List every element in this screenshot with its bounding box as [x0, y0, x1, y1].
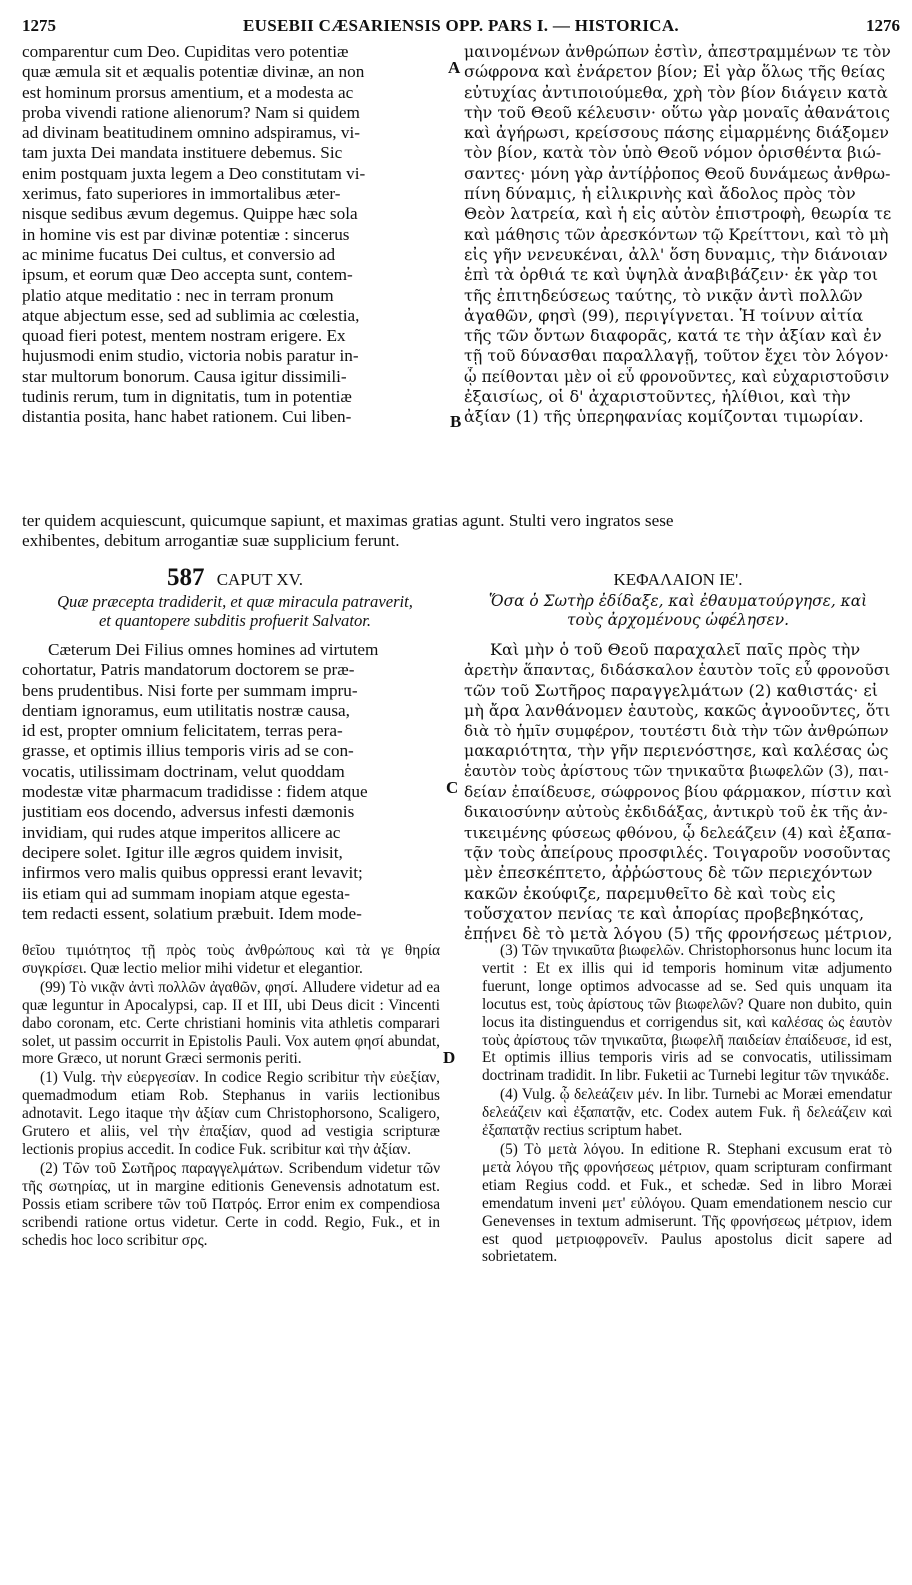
greek-text-line: τῆς ἐπιτηδεύσεως ταύτης, τὸ νικᾷν ἀντὶ πολλῶν: [464, 285, 863, 305]
right-page-number: 1276: [866, 16, 900, 35]
margin-marker-c: C: [446, 778, 459, 797]
greek-text-line: ἑαυτὸν τοὺς ἀρίστους τῶν τηνικαῦτα βιωφελῶν (3), παι-: [464, 762, 889, 780]
latin-text-line: platio atque meditatio : nec in terram pronum: [22, 285, 334, 305]
latin-text-line: tam juxta Dei mandata instituere debemus. Sic: [22, 143, 343, 163]
latin-column-top: [22, 42, 448, 428]
latin-text-line: proba vivendi ratione alienorum? Nam si quidem: [22, 102, 360, 122]
greek-chapter-subtitle: [464, 592, 892, 630]
latin-text-line: ad divinam beatitudinem omnino adspiramus, vi-: [22, 123, 360, 143]
greek-text-line: μὴ ἄρα λανθάνομεν ἑαυτοὺς, κακῶς ἀγνοοῦντες, ὅτι: [464, 700, 891, 720]
greek-text-line: μὲν ἐπεσκέπτετο, ἀῤῥώστους δὲ τῶν περιεχόντων: [464, 863, 873, 883]
latin-text-line: atque abjectum esse, sed ad sublimia ac cœlestia,: [22, 305, 360, 325]
greek-text-line: τῇ τοῦ δύνασθαι παραλλαγῇ, τοῦτον ἔχει τὸν λόγον·: [464, 346, 889, 366]
latin-subtitle-line-2: et quantopere subditis profuerit Salvator.: [98, 611, 372, 630]
greek-text-line: τᾷν τοὺς ἀπείρους προσφιλές. Τοιγαροῦν νοσοῦντας: [464, 842, 891, 862]
latin-text-line: infirmos vero malis quibus oppressi erant levavit;: [22, 863, 363, 883]
greek-text-line: μαινομένων ἀνθρώπων ἐστὶν, ἀπεστραμμένων τε τὸν: [464, 42, 891, 61]
latin-subtitle-line-1: Quæ præcepta tradiderit, et quæ miracula patraverit,: [57, 592, 413, 611]
latin-column-chapter: [22, 640, 448, 924]
latin-chapter-subtitle: [22, 592, 448, 630]
latin-text-line: enim postquam juxta legem a Deo constitutam vi-: [22, 163, 366, 183]
latin-text-line: nisque sedibus ævum degemus. Quippe hæc sola: [22, 204, 358, 224]
latin-text-line: hujusmodi enim studio, victoria nobis paratur in-: [22, 346, 359, 366]
margin-marker-d: D: [443, 1048, 456, 1067]
greek-subtitle-line-2: τοὺς ἀρχομένους ὠφέλησεν.: [566, 611, 789, 629]
latin-text-line: ipsum, et eorum quæ Deo accepta sunt, contem-: [22, 265, 353, 285]
margin-marker-a: A: [448, 58, 461, 77]
latin-text-line: invidiam, qui rudes atque imperitos allicere ac: [22, 822, 341, 842]
greek-text-line: κακῶν ἐκούφιζε, παρεμυθεῖτο δὲ καὶ τοὺς εἰς: [464, 883, 836, 903]
latin-text-line: quoad fieri potest, mentem nostram erigere. Ex: [22, 326, 346, 346]
greek-text-line: σαντες· μόνη γὰρ ἀντίῤῥοπος Θεοῦ δυνάμεως ἀνθρω-: [464, 163, 891, 183]
greek-chapter-heading: [464, 570, 892, 590]
latin-text-line: iis etiam qui ad summam inopiam atque egesta-: [22, 883, 350, 903]
latin-text-line: modestæ vitæ pharmacum tradidisse : fidem atque: [22, 782, 368, 802]
full-width-line: exhibentes, debitum arrogantiæ suæ supplicium ferunt.: [22, 531, 400, 551]
greek-text-line: δικαιοσύνην αὐτοὺς ἐκδιδάξας, ἀντικρὺ τοῦ ἐκ τῆς ἀν-: [464, 803, 888, 822]
greek-text-line: καὶ ἀγήρωσι, κρείσσους πάσης εἱμαρμένης διάξομεν: [464, 123, 889, 143]
greek-text-line: δείαν ἐπαίδευσε, σώφρονος βίου φάρμακον, πίστιν καὶ: [464, 783, 892, 802]
latin-chapter-title: CAPUT XV.: [216, 570, 304, 589]
greek-text-line: εἰς γῆν νενευκέναι, ἀλλ' ὅση δυναμις, τὴν διάνοιαν: [464, 244, 888, 264]
greek-text-line: τὸν βίον, κατὰ τὸν ὑπὸ Θεοῦ νόμον ὁρισθέντα βιώ-: [464, 143, 882, 163]
latin-text-line: tem redacti essent, solatium præbuit. Idem mode-: [22, 903, 362, 923]
greek-text-line: ἐξαισίως, οἱ δ' ἀχαριστοῦντες, ἠλίθιοι, καὶ τὴν: [464, 387, 851, 407]
latin-text-line: cohortatur, Patris mandatorum doctorem se præ-: [22, 660, 355, 680]
latin-text-line: Cæterum Dei Filius omnes homines ad virtutem: [48, 640, 379, 659]
footnote: (3) Τῶν τηνικαῦτα βιωφελῶν. Christophorsonus hunc locum ita vertit : Et ex illis qui id temporis hominum vitæ adjumento fuerunt, longe optimos advocasse ad se. Sed quis unquam ita locutus est, τοὺς ἀρίστους τῶν βιωφελῶν? Quare non dubito, quin locus ita distinguendus et corrigendus sit, καὶ καλέσας ὡς ἑαυτὸν τοὺς ἀρίστους τῶν τηνικαῦτα, βιωφελῆ παιδείαν ἐπαίδευσε, id est, Et optimis illius temporis viris ad se convocatis, utilissimam doctrinam tradidit. In libr. Fuketii ac Turnebi legitur τῶν τηνικάδε.: [482, 942, 892, 1085]
latin-chapter-heading: [22, 564, 448, 592]
footnote: (4) Vulg. ᾧ δελεάζειν μέν. In libr. Turnebi ac Moræi emendatur δελεάζειν καὶ ἐξαπατᾷν, etc. Codex autem Fuk. ἢ δελεάζειν καὶ ἐξαπατᾷν rectius scriptum habet.: [482, 1086, 892, 1140]
greek-text-line: Καὶ μὴν ὁ τοῦ Θεοῦ παραχαλεῖ παῖς πρὸς τὴν: [490, 640, 861, 659]
footnote: (2) Τῶν τοῦ Σωτῆρος παραγγελμάτων. Scribendum videtur τῶν τῆς σωτηρίας, ut in margine editionis Genevensis adnotatum est. Possis etiam scribere τῶν τοῦ Πατρός. Error enim ex compendiosa scribendi ratione ortus videtur. Certe in codd. Regio, Fuk., et in schedis hoc loco scribitur σρς.: [22, 1159, 440, 1249]
greek-text-line: ἀγαθῶν, φησὶ (99), περιγίγνεται. Ἡ τοίνυν αἰτία: [464, 305, 864, 325]
greek-chapter-title: ΚΕΦΑΛΑΙΟΝ ΙΕ'.: [613, 570, 743, 589]
latin-text-line: grasse, et optimis illius temporis viris ad se con-: [22, 741, 354, 761]
greek-text-line: τικειμένης φύσεως φθόνου, ᾧ δελεάζειν (4) καὶ ἐξαπα-: [464, 823, 892, 842]
latin-text-line: star multorum bonorum. Causa igitur dissimili-: [22, 366, 347, 386]
latin-text-line: comparentur cum Deo. Cupiditas vero potentiæ: [22, 42, 349, 61]
greek-text-line: ἐπῄνει δὲ τὸ μετὰ λόγου (5) τῆς φρονήσεως μέτριον,: [464, 924, 892, 944]
greek-text-line: ἀρετὴν ἅπαντας, διδάσκαλον ἑαυτὸν τοῖς εὖ φρονοῦσι: [464, 661, 891, 680]
greek-text-line: διὰ τὸ ἡμῖν συμφέρον, τουτέστι διὰ τὴν τῶν ἀνθρώπων: [464, 722, 889, 741]
greek-column-chapter: [464, 640, 892, 944]
full-width-line: ter quidem acquiescunt, quicumque sapiunt, et maximas gratias agunt. Stulti vero ingratos sese: [22, 511, 674, 530]
greek-text-line: μακαριότητα, τὴν γῆν περιενόστησε, καὶ καλέσας ὡς: [464, 741, 889, 761]
greek-text-line: ἀξίαν (1) τῆς ὑπερηφανίας κομίζονται τιμωρίαν.: [464, 407, 864, 427]
footnotes-left: [22, 942, 440, 1250]
latin-text-line: vocatis, utilissimam doctrinam, velut quoddam: [22, 761, 345, 781]
greek-text-line: σώφρονα καὶ ἐνάρετον βίον; Εἰ γὰρ ὅλως τῆς θείας: [464, 62, 886, 82]
footnote: (99) Τὸ νικᾷν ἀντὶ πολλῶν ἀγαθῶν, φησί. Alludere videtur ad ea quæ leguntur in Apocalypsi, cap. II et III, ubi Deus dicit : Vincenti dabo coronam, etc. Certe christiani hominis vita athletis comparari solet, ut passim occurrit in Epistolis Pauli. Vox autem φησί abundat, more Græco, ut norunt Græci sermonis periti.: [22, 978, 440, 1068]
greek-text-line: εὐτυχίας ἀντιποιούμεθα, χρὴ τὸν βίον διάγειν κατὰ: [464, 82, 888, 102]
greek-text-line: τῆς τῶν ὄντων διαφορᾶς, κατά τε τὴν ἀξίαν καὶ ἐν: [464, 326, 882, 346]
latin-text-line: xerimus, fato superiores in immortalibus æter-: [22, 184, 341, 204]
latin-text-line: decipere solet. Igitur ille ægros quidem invisit,: [22, 842, 343, 862]
latin-text-line: distantia posita, hanc habet rationem. Cui liben-: [22, 407, 352, 427]
running-header: [22, 14, 900, 40]
footnote: (1) Vulg. τὴν εὐεργεσίαν. In codice Regio scribitur τὴν εὐεξίαν, quemadmodum etiam Rob. Stephanus in variis lectionibus adnotavit. Lego itaque τὴν ἀξίαν cum Christophorsono, Scaligero, Grutero et aliis, vel τὴν ἐπαξίαν, quod ad vestigia scripturæ lectionis propius accedit. In codice Fuk. scribitur καὶ τὴν ἀξίαν.: [22, 1069, 440, 1158]
full-width-continuation: [22, 511, 892, 552]
latin-text-line: quæ æmula sit et æqualis potentiæ divinæ, an non: [22, 62, 365, 82]
footnote: (5) Τὸ μετὰ λόγου. In editione R. Stephani excusum erat τὸ μετὰ λόγου τῆς φρονήσεως μέτριον, quam scripturam confirmant etiam Regius codd. et Fuk., et schedæ. Sed in libro Moræi emendatum inveni μετ' εὐλόγου. Quam emendationem nescio cur Genevenses in textum admiserunt. Τῆς φρονήσεως μέτριον, idem est quod μετριοφρονεῖν. Paulus apostolus dicit sapere ad sobrietatem.: [482, 1140, 892, 1266]
greek-text-line: τῶν τοῦ Σωτῆρος παραγγελμάτων (2) καθιστάς· εἰ: [464, 680, 879, 700]
latin-text-line: est hominum prorsus amentium, et a modesta ac: [22, 82, 354, 102]
greek-text-line: ᾧ πείθονται μὲν οἱ εὖ φρονοῦντες, καὶ εὐχαριστοῦσιν: [464, 367, 890, 386]
greek-text-line: καὶ μάθησις τῶν ἀρεσκόντων τῷ Κρείττονι, καὶ τὸ μὴ: [464, 225, 889, 244]
footnote: θεῖου τιμιότητος τῇ πρὸς τοὺς ἀνθρώπους καὶ τὰ γε θηρία συγκρίσει. Quæ lectio melior mihi videtur et elegantior.: [22, 942, 440, 977]
running-title: EUSEBII CÆSARIENSIS OPP. PARS I. — HISTORICA.: [243, 16, 679, 35]
latin-text-line: tudinis rerum, tum in dignitatis, tum in potentiæ: [22, 387, 352, 407]
greek-text-line: πίνη δύναμις, ἡ εἰλικρινὴς καὶ ἄδολος πρὸς τὸν: [464, 184, 856, 204]
chapter-column-number: 587: [166, 564, 205, 591]
latin-text-line: bens prudentibus. Nisi forte per summam impru-: [22, 680, 358, 700]
latin-text-line: ac minime fucatus Dei cultus, et conversio ad: [22, 244, 336, 264]
latin-text-line: dentiam ignoramus, eum utilitatis nostræ causa,: [22, 700, 350, 720]
latin-text-line: id est, propter omnium felicitatem, terras pera-: [22, 721, 343, 741]
greek-text-line: ἐπὶ τὰ ὀρθιά τε καὶ ὑψηλὰ ἀναβιβάζειν· ἐκ γὰρ τοι: [464, 265, 879, 285]
latin-text-line: in homine vis est par divinæ potentiæ : sincerus: [22, 224, 350, 244]
latin-text-line: justitiam eos docendo, adversus infesti dæmonis: [22, 802, 355, 822]
greek-subtitle-line-1: Ὅσα ὁ Σωτὴρ ἐδίδαξε, καὶ ἐθαυματούργησε, καὶ: [488, 592, 868, 610]
greek-text-line: Θεὸν λατρεία, καὶ ἡ εἰς αὐτὸν ἐπιστροφὴ, θεωρία τε: [464, 204, 892, 224]
margin-marker-b: B: [450, 412, 462, 431]
greek-text-line: τὴν τοῦ Θεοῦ κέλευσιν· οὕτω γὰρ μοναῖς ἀθανάτοις: [464, 102, 890, 122]
greek-column-top: [464, 42, 892, 428]
greek-text-line: τοὔσχατον πενίας τε καὶ ἀπορίας προβεβηκότας,: [464, 903, 865, 923]
left-page-number: 1275: [22, 16, 56, 35]
footnotes-right: [482, 942, 892, 1267]
